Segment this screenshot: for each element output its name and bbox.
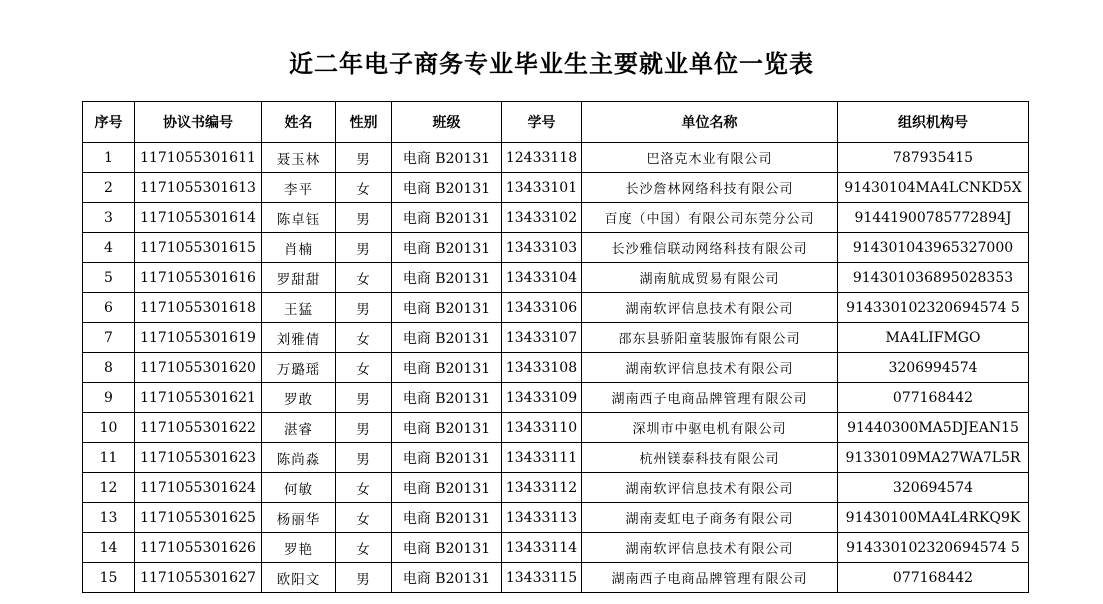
table-row — [83, 443, 1029, 473]
cell-org-code: 3206994574 — [838, 353, 1029, 383]
cell-org-code: 91330109MA27WA7L5R — [838, 443, 1029, 473]
cell-class: 电商 B20131 — [392, 413, 502, 443]
cell-name: 罗敢 — [262, 383, 336, 413]
cell-agreement-no: 1171055301614 — [135, 203, 262, 233]
cell-employer: 杭州镁泰科技有限公司 — [582, 443, 838, 473]
cell-employer: 长沙詹林网络科技有限公司 — [582, 173, 838, 203]
header-index: 序号 — [83, 102, 135, 143]
cell-student-id: 13433107 — [502, 323, 582, 353]
cell-agreement-no: 1171055301622 — [135, 413, 262, 443]
table-row — [83, 323, 1029, 353]
cell-class: 电商 B20131 — [392, 323, 502, 353]
header-student-id: 学号 — [502, 102, 582, 143]
cell-class: 电商 B20131 — [392, 203, 502, 233]
cell-gender: 女 — [336, 263, 392, 293]
cell-employer: 湖南软评信息技术有限公司 — [582, 473, 838, 503]
cell-student-id: 13433109 — [502, 383, 582, 413]
cell-index: 12 — [83, 473, 135, 503]
cell-index: 13 — [83, 503, 135, 533]
cell-agreement-no: 1171055301616 — [135, 263, 262, 293]
table-row — [83, 383, 1029, 413]
cell-student-id: 13433115 — [502, 563, 582, 593]
cell-student-id: 13433102 — [502, 203, 582, 233]
cell-org-code: 91441900785772894J — [838, 203, 1029, 233]
cell-employer: 湖南软评信息技术有限公司 — [582, 353, 838, 383]
table-row — [83, 533, 1029, 563]
cell-index: 3 — [83, 203, 135, 233]
header-agreement-no: 协议书编号 — [135, 102, 262, 143]
cell-name: 湛睿 — [262, 413, 336, 443]
cell-agreement-no: 1171055301625 — [135, 503, 262, 533]
cell-index: 6 — [83, 293, 135, 323]
header-name: 姓名 — [262, 102, 336, 143]
table-row — [83, 503, 1029, 533]
cell-index: 11 — [83, 443, 135, 473]
cell-student-id: 13433112 — [502, 473, 582, 503]
cell-agreement-no: 1171055301627 — [135, 563, 262, 593]
cell-employer: 长沙雅信联动网络科技有限公司 — [582, 233, 838, 263]
cell-agreement-no: 1171055301618 — [135, 293, 262, 323]
cell-class: 电商 B20131 — [392, 263, 502, 293]
cell-agreement-no: 1171055301613 — [135, 173, 262, 203]
cell-org-code: 91440300MA5DJEAN15 — [838, 413, 1029, 443]
cell-gender: 男 — [336, 383, 392, 413]
cell-employer: 湖南麦虹电子商务有限公司 — [582, 503, 838, 533]
cell-class: 电商 B20131 — [392, 503, 502, 533]
cell-org-code: MA4LIFMGO — [838, 323, 1029, 353]
cell-employer: 百度（中国）有限公司东莞分公司 — [582, 203, 838, 233]
cell-name: 李平 — [262, 173, 336, 203]
cell-class: 电商 B20131 — [392, 563, 502, 593]
cell-org-code: 914330102320694574 5 — [838, 293, 1029, 323]
header-class: 班级 — [392, 102, 502, 143]
cell-agreement-no: 1171055301620 — [135, 353, 262, 383]
cell-gender: 女 — [336, 353, 392, 383]
cell-org-code: 914301043965327000 — [838, 233, 1029, 263]
header-org-code: 组织机构号 — [838, 102, 1029, 143]
table-row — [83, 233, 1029, 263]
page-title: 近二年电子商务专业毕业生主要就业单位一览表 — [289, 50, 814, 78]
table-row — [83, 413, 1029, 443]
cell-gender: 女 — [336, 473, 392, 503]
cell-name: 聂玉林 — [262, 143, 336, 173]
cell-student-id: 13433110 — [502, 413, 582, 443]
cell-student-id: 13433103 — [502, 233, 582, 263]
cell-gender: 女 — [336, 533, 392, 563]
cell-agreement-no: 1171055301621 — [135, 383, 262, 413]
cell-class: 电商 B20131 — [392, 383, 502, 413]
cell-org-code: 320694574 — [838, 473, 1029, 503]
cell-index: 5 — [83, 263, 135, 293]
cell-agreement-no: 1171055301615 — [135, 233, 262, 263]
cell-name: 王猛 — [262, 293, 336, 323]
cell-agreement-no: 1171055301623 — [135, 443, 262, 473]
table-row — [83, 563, 1029, 593]
cell-student-id: 13433114 — [502, 533, 582, 563]
employment-table — [82, 101, 1029, 593]
cell-student-id: 12433118 — [502, 143, 582, 173]
cell-index: 9 — [83, 383, 135, 413]
cell-agreement-no: 1171055301611 — [135, 143, 262, 173]
cell-index: 7 — [83, 323, 135, 353]
cell-employer: 湖南西子电商品牌管理有限公司 — [582, 563, 838, 593]
table-row — [83, 293, 1029, 323]
cell-class: 电商 B20131 — [392, 233, 502, 263]
cell-class: 电商 B20131 — [392, 293, 502, 323]
cell-gender: 男 — [336, 233, 392, 263]
cell-agreement-no: 1171055301624 — [135, 473, 262, 503]
cell-student-id: 13433108 — [502, 353, 582, 383]
cell-org-code: 077168442 — [838, 563, 1029, 593]
cell-student-id: 13433104 — [502, 263, 582, 293]
cell-student-id: 13433113 — [502, 503, 582, 533]
cell-employer: 湖南软评信息技术有限公司 — [582, 533, 838, 563]
cell-student-id: 13433111 — [502, 443, 582, 473]
cell-org-code: 914330102320694574 5 — [838, 533, 1029, 563]
table-row — [83, 173, 1029, 203]
cell-class: 电商 B20131 — [392, 143, 502, 173]
cell-agreement-no: 1171055301626 — [135, 533, 262, 563]
cell-gender: 男 — [336, 443, 392, 473]
table-row — [83, 473, 1029, 503]
cell-name: 罗甜甜 — [262, 263, 336, 293]
cell-gender: 男 — [336, 563, 392, 593]
cell-name: 何敏 — [262, 473, 336, 503]
cell-gender: 男 — [336, 143, 392, 173]
cell-class: 电商 B20131 — [392, 473, 502, 503]
cell-name: 陈尚淼 — [262, 443, 336, 473]
cell-employer: 邵东县骄阳童装服饰有限公司 — [582, 323, 838, 353]
cell-index: 2 — [83, 173, 135, 203]
header-employer: 单位名称 — [582, 102, 838, 143]
header-gender: 性别 — [336, 102, 392, 143]
cell-index: 4 — [83, 233, 135, 263]
cell-gender: 女 — [336, 503, 392, 533]
cell-org-code: 91430104MA4LCNKD5X — [838, 173, 1029, 203]
cell-org-code: 91430100MA4L4RKQ9K — [838, 503, 1029, 533]
cell-name: 陈卓钰 — [262, 203, 336, 233]
cell-gender: 女 — [336, 323, 392, 353]
cell-gender: 女 — [336, 173, 392, 203]
cell-name: 肖楠 — [262, 233, 336, 263]
cell-employer: 湖南软评信息技术有限公司 — [582, 293, 838, 323]
cell-index: 15 — [83, 563, 135, 593]
cell-student-id: 13433101 — [502, 173, 582, 203]
cell-index: 8 — [83, 353, 135, 383]
cell-class: 电商 B20131 — [392, 173, 502, 203]
cell-name: 杨丽华 — [262, 503, 336, 533]
cell-org-code: 914301036895028353 — [838, 263, 1029, 293]
cell-employer: 湖南航成贸易有限公司 — [582, 263, 838, 293]
table-row — [83, 263, 1029, 293]
cell-name: 罗艳 — [262, 533, 336, 563]
cell-employer: 湖南西子电商品牌管理有限公司 — [582, 383, 838, 413]
cell-index: 14 — [83, 533, 135, 563]
cell-org-code: 787935415 — [838, 143, 1029, 173]
cell-gender: 男 — [336, 203, 392, 233]
cell-agreement-no: 1171055301619 — [135, 323, 262, 353]
cell-class: 电商 B20131 — [392, 443, 502, 473]
cell-name: 万璐瑶 — [262, 353, 336, 383]
cell-name: 欧阳文 — [262, 563, 336, 593]
cell-index: 10 — [83, 413, 135, 443]
cell-name: 刘雅倩 — [262, 323, 336, 353]
cell-class: 电商 B20131 — [392, 533, 502, 563]
cell-gender: 男 — [336, 293, 392, 323]
cell-gender: 男 — [336, 413, 392, 443]
table-row — [83, 203, 1029, 233]
cell-employer: 巴洛克木业有限公司 — [582, 143, 838, 173]
cell-class: 电商 B20131 — [392, 353, 502, 383]
cell-index: 1 — [83, 143, 135, 173]
table-row — [83, 353, 1029, 383]
cell-student-id: 13433106 — [502, 293, 582, 323]
table-header-row — [83, 102, 1029, 143]
table-row — [83, 143, 1029, 173]
cell-employer: 深圳市中驱电机有限公司 — [582, 413, 838, 443]
cell-org-code: 077168442 — [838, 383, 1029, 413]
